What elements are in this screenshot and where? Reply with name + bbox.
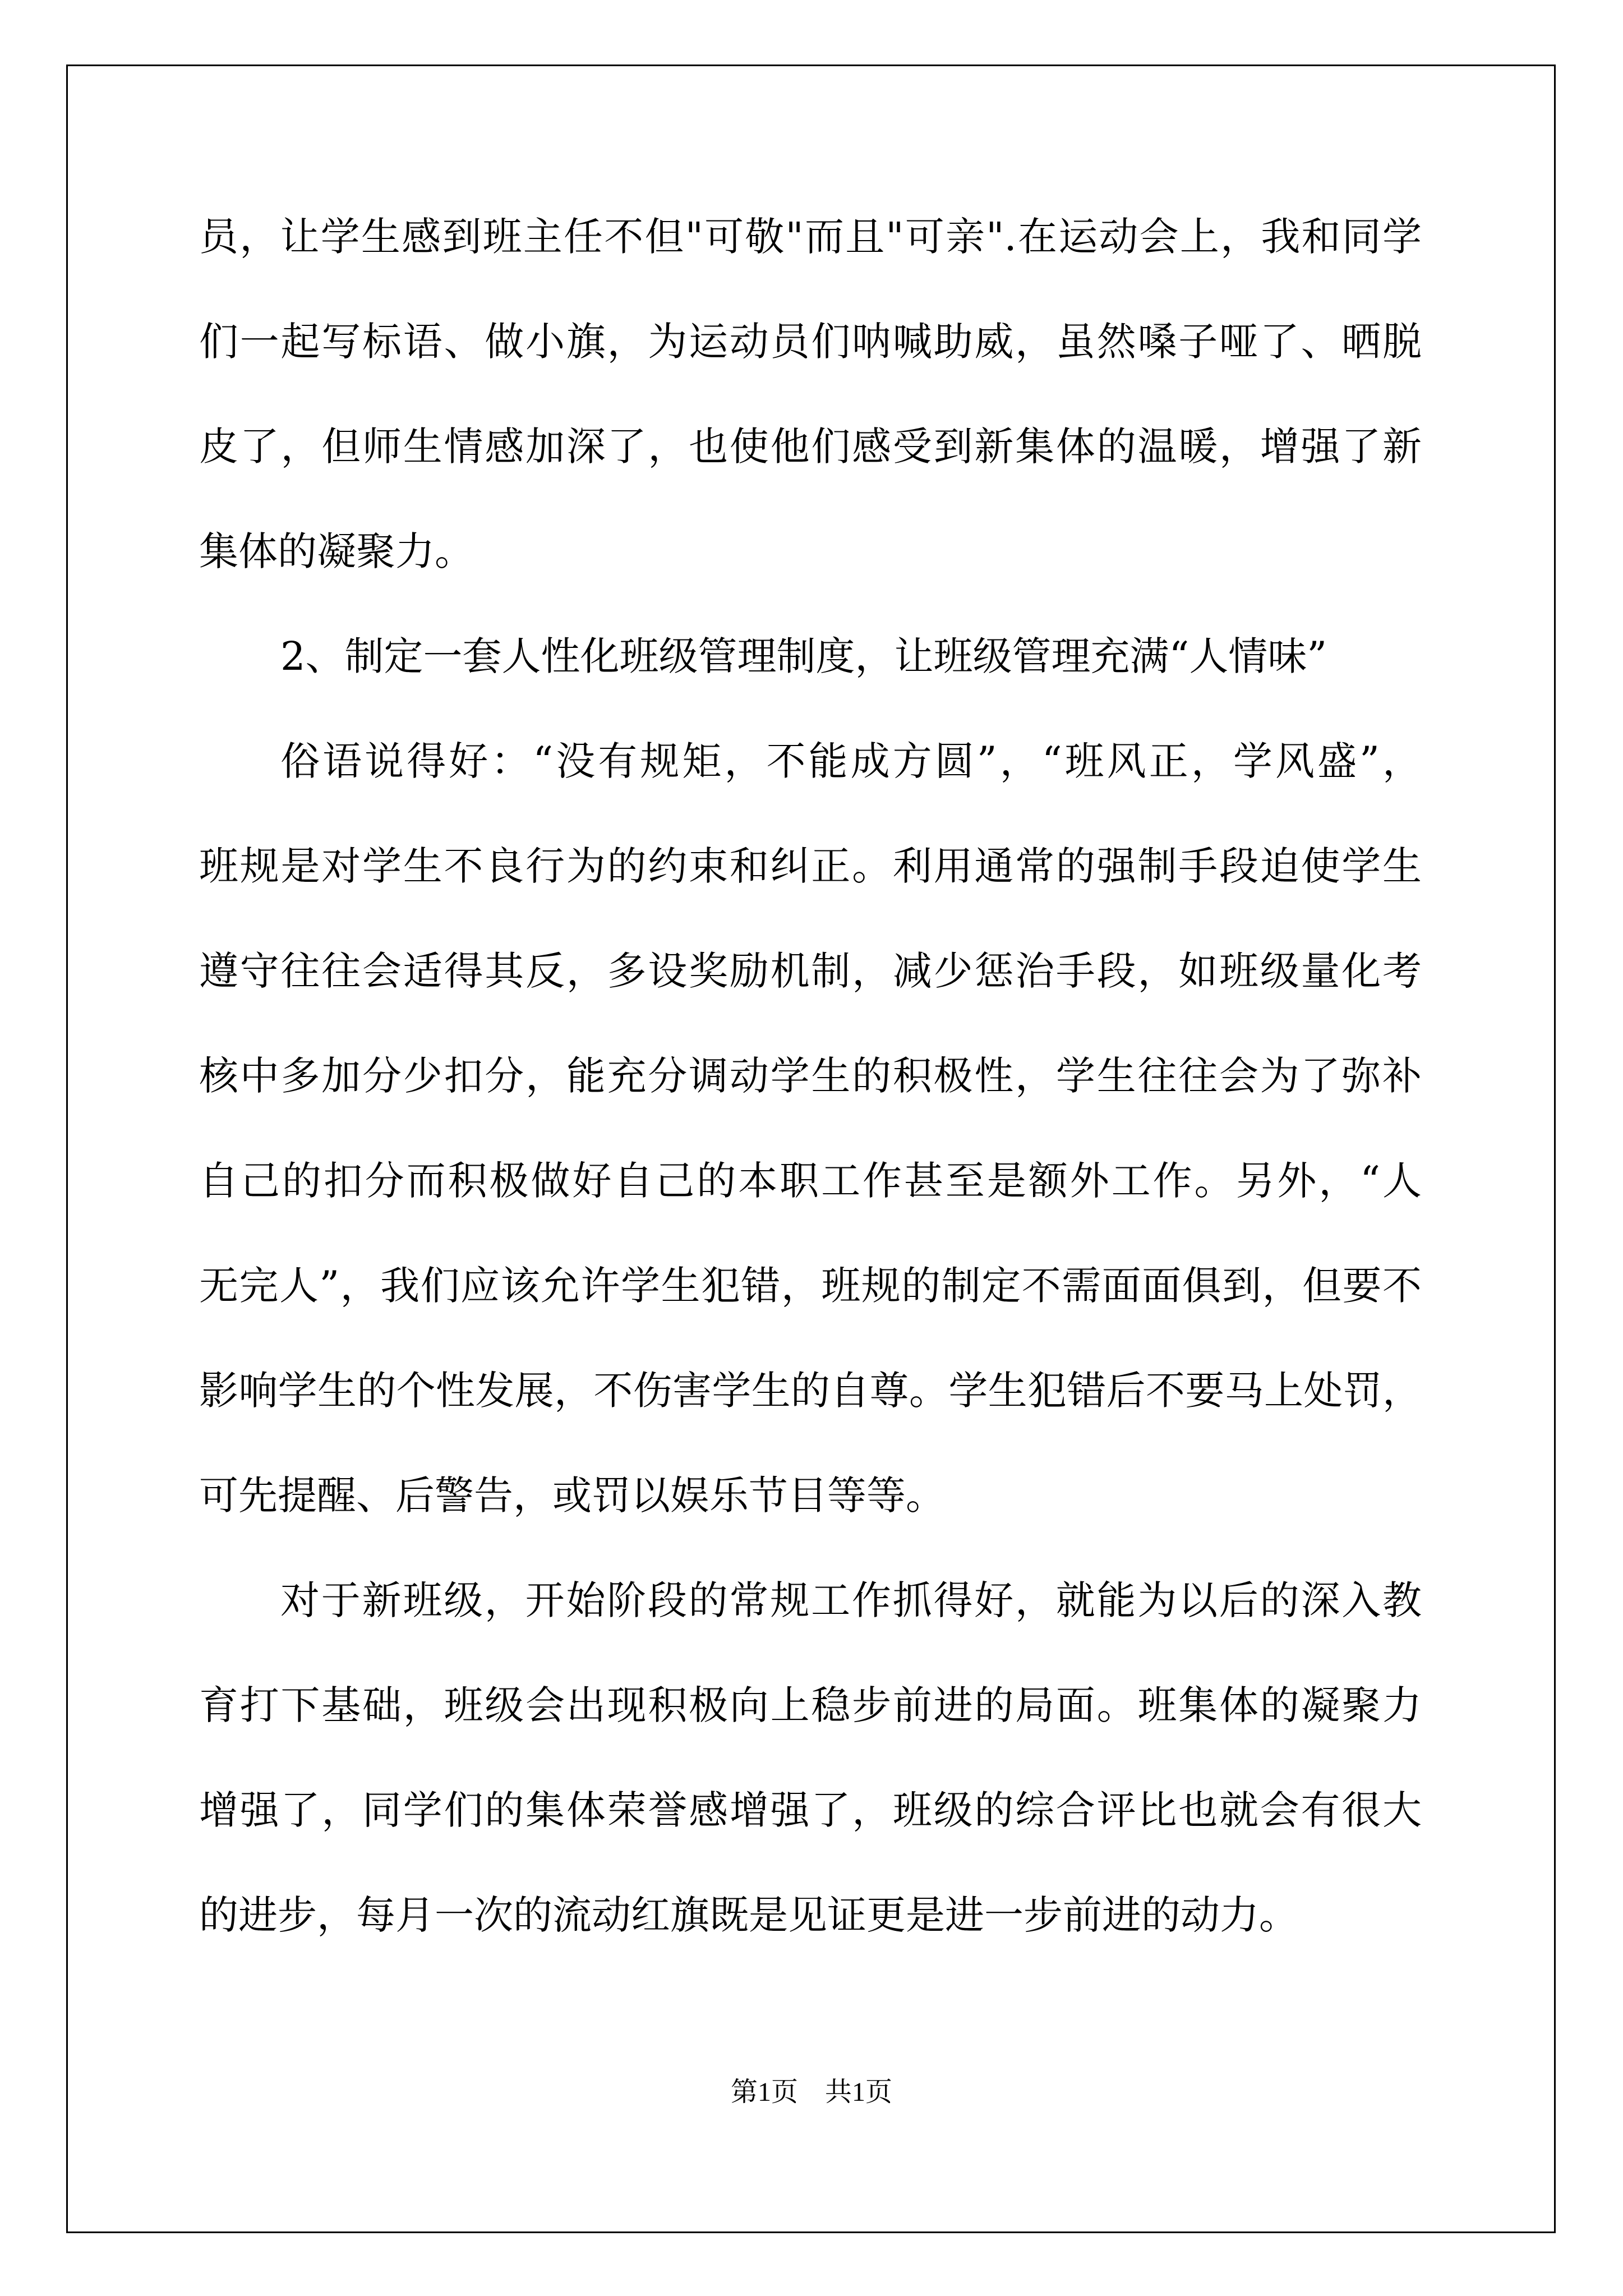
document-body (199, 209, 1422, 1992)
section-heading: 2、制定一套人性化班级管理制度，让班级管理充满“人情味” (280, 633, 1327, 679)
text-line: 核中多加分少扣分，能充分调动学生的积极性，学生往往会为了弥补 (199, 1053, 1422, 1099)
text-line: 员，让学生感到班主任不但"可敬"而且"可亲".在运动会上，我和同学 (199, 214, 1422, 260)
text-line: 班规是对学生不良行为的约束和纠正。利用通常的强制手段迫使学生 (199, 843, 1422, 889)
text-line: 俗语说得好：“没有规矩，不能成方圆”，“班风正，学风盛”， (280, 738, 1422, 784)
text-line: 集体的凝聚力。 (199, 528, 474, 574)
text-line: 的进步，每月一次的流动红旗既是见证更是进一步前进的动力。 (199, 1892, 1298, 1938)
text-line: 们一起写标语、做小旗，为运动员们呐喊助威，虽然嗓子哑了、晒脱 (199, 319, 1422, 365)
text-line: 无完人”，我们应该允许学生犯错，班规的制定不需面面俱到，但要不 (199, 1263, 1422, 1309)
text-line: 育打下基础，班级会出现积极向上稳步前进的局面。班集体的凝聚力 (199, 1682, 1422, 1728)
text-line: 影响学生的个性发展，不伤害学生的自尊。学生犯错后不要马上处罚， (199, 1368, 1422, 1414)
text-line: 增强了，同学们的集体荣誉感增强了，班级的综合评比也就会有很大 (199, 1787, 1422, 1833)
text-line: 遵守往往会适得其反，多设奖励机制，减少惩治手段，如班级量化考 (199, 948, 1422, 994)
text-line: 对于新班级，开始阶段的常规工作抓得好，就能为以后的深入教 (280, 1577, 1422, 1623)
text-line: 皮了，但师生情感加深了，也使他们感受到新集体的温暖，增强了新 (199, 424, 1422, 470)
page-number-footer: 第1页 共1页 (730, 2077, 892, 2107)
text-line: 可先提醒、后警告，或罚以娱乐节目等等。 (199, 1473, 945, 1519)
text-line: 自己的扣分而积极做好自己的本职工作甚至是额外工作。另外，“人 (199, 1158, 1422, 1204)
